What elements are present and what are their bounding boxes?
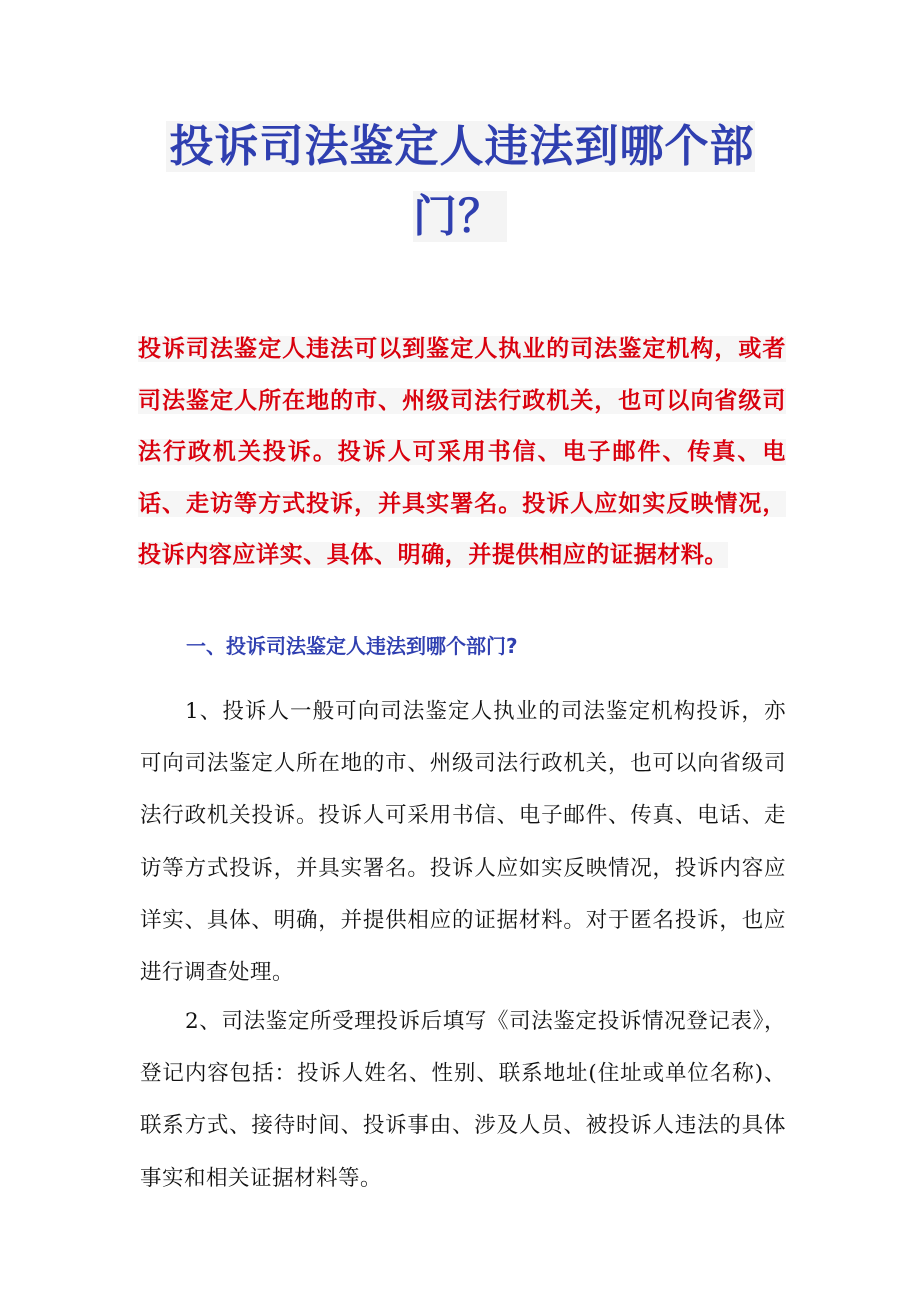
page-title — [120, 112, 800, 252]
body-paragraph-2: 2、司法鉴定所受理投诉后填写《司法鉴定投诉情况登记表》，登记内容包括：投诉人姓名、性别、联系地址(住址或单位名称)、联系方式、接待时间、投诉事由、涉及人员、被投诉人违法的具体事实和相关证据材料等。 — [140, 1009, 786, 1191]
page-title-text: 投诉司法鉴定人违法到哪个部门？ — [166, 121, 755, 242]
body-paragraph-1: 1、投诉人一般可向司法鉴定人执业的司法鉴定机构投诉，亦可向司法鉴定人所在地的市、州级司法行政机关，也可以向省级司法行政机关投诉。投诉人可采用书信、电子邮件、传真、电话、走访等方式投诉，并具实署名。投诉人应如实反映情况，投诉内容应详实、具体、明确，并提供相应的证据材料。对于匿名投诉，也应进行调查处理。 — [140, 699, 786, 986]
summary-paragraph — [138, 324, 786, 582]
section-heading: 一、投诉司法鉴定人违法到哪个部门? — [186, 634, 518, 658]
summary-text: 投诉司法鉴定人违法可以到鉴定人执业的司法鉴定机构，或者司法鉴定人所在地的市、州级司法行政机关，也可以向省级司法行政机关投诉。投诉人可采用书信、电子邮件、传真、电话、走访等方式投诉，并具实署名。投诉人应如实反映情况，投诉内容应详实、具体、明确，并提供相应的证据材料。 — [138, 336, 786, 568]
